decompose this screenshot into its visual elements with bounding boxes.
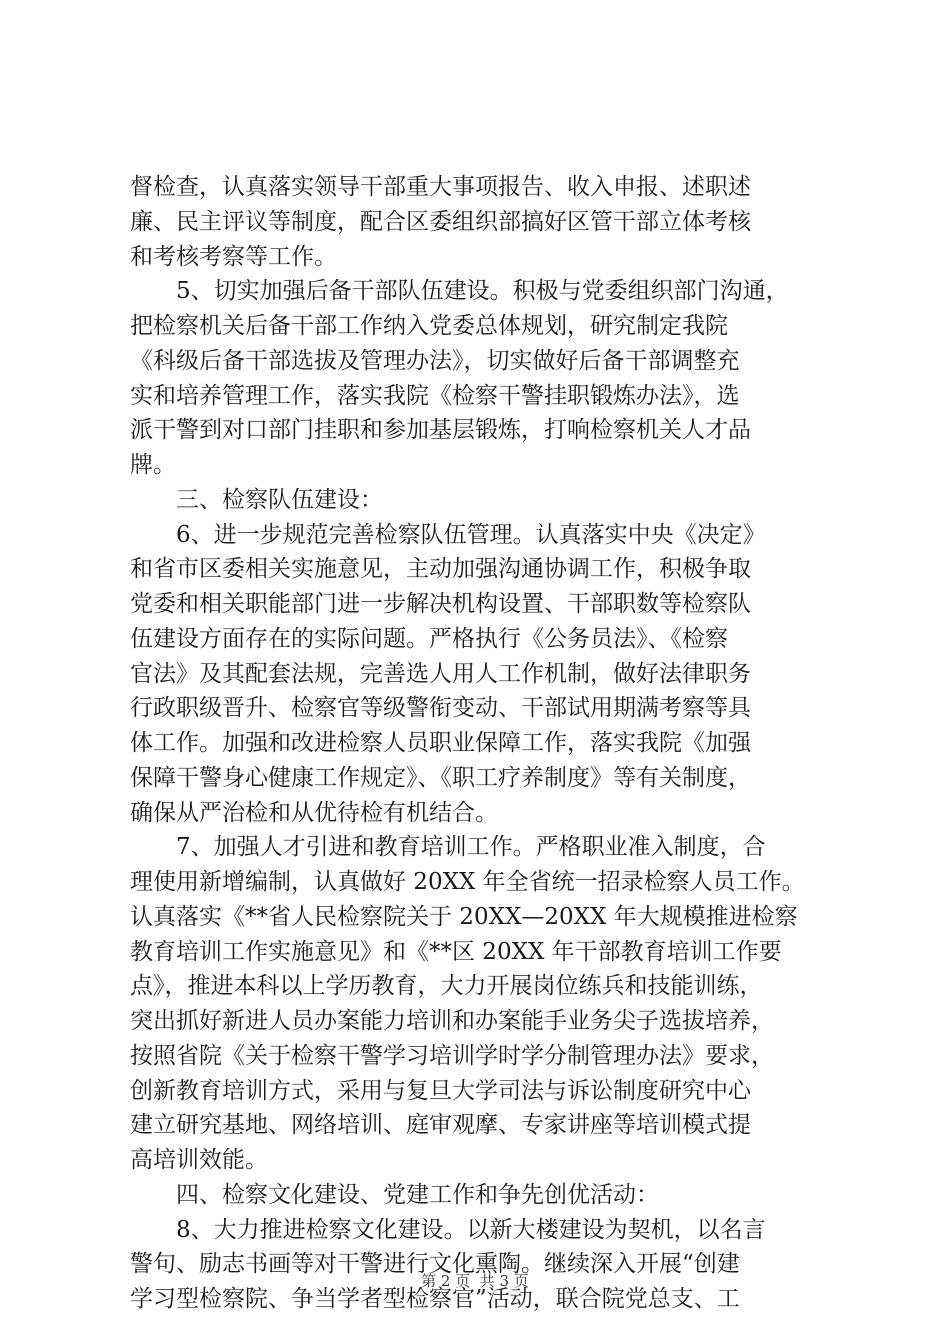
text-line: 理使用新增编制，认真做好 20XX 年全省统一招录检察人员工作。 — [130, 869, 805, 895]
text-line: 7、加强人才引进和教育培训工作。严格职业准入制度，合 — [176, 834, 766, 861]
text-line: 8、大力推进检察文化建设。以新大楼建设为契机，以名言 — [176, 1216, 766, 1243]
text-line: 创新教育培训方式，采用与复旦大学司法与诉讼制度研究中心 — [130, 1077, 751, 1104]
text-line: 三、检察队伍建设： — [176, 486, 383, 513]
text-line: 按照省院《关于检察干警学习培训学时学分制管理办法》要求， — [130, 1042, 774, 1069]
text-line: 高培训效能。 — [130, 1147, 268, 1173]
text-line: 认真落实《**省人民检察院关于 20XX—20XX 年大规模推进检察 — [130, 903, 798, 930]
document-body — [130, 170, 830, 1317]
text-line: 伍建设方面存在的实际问题。严格执行《公务员法》、《检察 — [130, 625, 728, 652]
text-line: 6、进一步规范完善检察队伍管理。认真落实中央《决定》 — [176, 521, 766, 548]
text-line: 派干警到对口部门挂职和参加基层锻炼，打响检察机关人才品 — [130, 417, 751, 444]
text-line: 廉、民主评议等制度，配合区委组织部搞好区管干部立体考核 — [130, 208, 751, 235]
text-line: 牌。 — [130, 452, 176, 478]
text-line: 实和培养管理工作，落实我院《检察干警挂职锻炼办法》，选 — [130, 382, 740, 409]
text-line: 保障干警身心健康工作规定》、《职工疗养制度》等有关制度， — [130, 764, 751, 791]
text-line: 确保从严治检和从优待检有机结合。 — [130, 799, 498, 826]
text-line: 和省市区委相关实施意见，主动加强沟通协调工作，积极争取 — [130, 556, 751, 583]
text-line: 点》，推进本科以上学历教育，大力开展岗位练兵和技能训练， — [130, 973, 763, 1000]
text-line: 《科级后备干部选拔及管理办法》，切实做好后备干部调整充 — [130, 347, 740, 374]
text-line: 和考核考察等工作。 — [130, 243, 337, 270]
text-line: 体工作。加强和改进检察人员职业保障工作，落实我院《加强 — [130, 730, 751, 756]
text-line: 四、检察文化建设、党建工作和争先创优活动： — [176, 1181, 659, 1208]
text-line: 建立研究基地、网络培训、庭审观摩、专家讲座等培训模式提 — [130, 1112, 751, 1139]
text-line: 行政职级晋升、检察官等级警衔变动、干部试用期满考察等具 — [130, 695, 751, 722]
text-line: 教育培训工作实施意见》和《**区 20XX 年干部教育培训工作要 — [130, 938, 782, 965]
text-line: 官法》及其配套法规，完善选人用人工作机制，做好法律职务 — [130, 660, 751, 687]
page-footer: 第 2 页 共 3 页 — [421, 1272, 529, 1290]
text-line: 把检察机关后备干部工作纳入党委总体规划，研究制定我院 — [130, 313, 728, 339]
text-line: 突出抓好新进人员办案能力培训和办案能手业务尖子选拔培养， — [130, 1008, 774, 1034]
text-line: 5、切实加强后备干部队伍建设。积极与党委组织部门沟通， — [176, 278, 789, 305]
text-line: 督检查，认真落实领导干部重大事项报告、收入申报、述职述 — [130, 174, 751, 200]
text-line: 党委和相关职能部门进一步解决机构设置、干部职数等检察队 — [130, 591, 751, 617]
text-line: 警句、励志书画等对干警进行文化熏陶。继续深入开展“创建 — [130, 1251, 740, 1278]
text-line: 学习型检察院、争当学者型检察官”活动，联合院党总支、工 — [130, 1286, 740, 1312]
